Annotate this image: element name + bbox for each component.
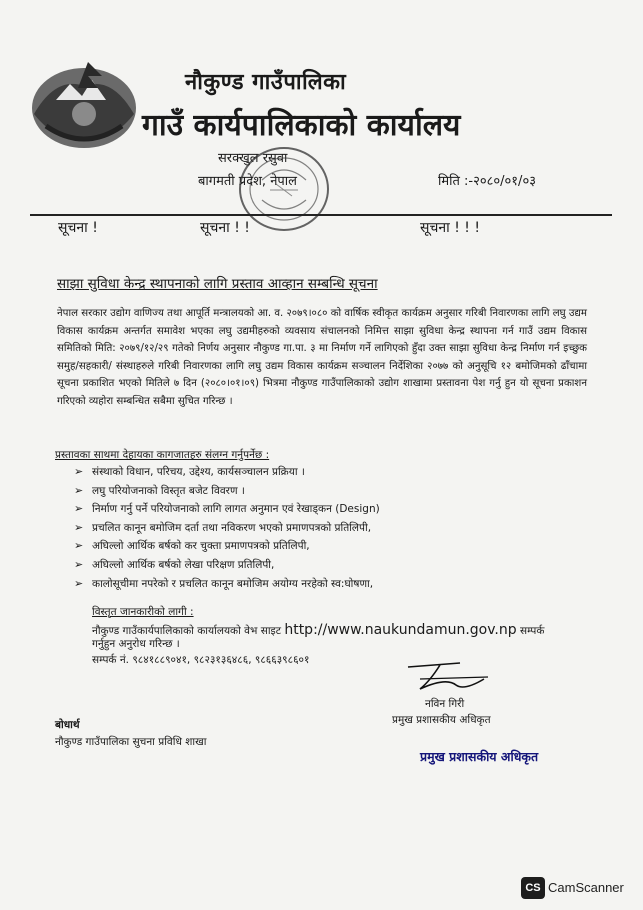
org-name-line2: गाउँ कार्यपालिकाको कार्यालय	[142, 108, 461, 143]
org-name-line1: नौकुण्ड गाउँपालिका	[185, 70, 347, 95]
camscanner-logo: CS	[521, 877, 545, 899]
signatory-title: प्रमुख प्रशासकीय अधिकृत	[392, 714, 491, 726]
arrow-bullet-icon: ➢	[74, 465, 84, 478]
list-item: ➢ कालोसूचीमा नपरेको र प्रचलित कानून बमोजिम अयोग्य नरहेको स्व:घोषणा,	[74, 575, 380, 594]
arrow-bullet-icon: ➢	[74, 520, 84, 534]
list-item: ➢ अघिल्लो आर्थिक बर्षको कर चुक्ता प्रमाणपत्रको प्रतिलिपी,	[74, 537, 380, 556]
letter-date: मिति :-२०८०/०१/०३	[438, 174, 536, 189]
camscanner-watermark: CamScanner	[548, 880, 624, 895]
arrow-bullet-icon: ➢	[74, 557, 84, 571]
arrow-bullet-icon: ➢	[74, 539, 84, 553]
list-item: ➢ निर्माण गर्नु पर्ने परियोजनाको लागि लागत अनुमान एवं रेखाड्कन (Design)	[74, 500, 380, 519]
body-paragraph: नेपाल सरकार उद्योग वाणिज्य तथा आपूर्ति मन्त्रालयको आ. व. २०७९।०८० को वार्षिक स्वीकृत कार्यक्रम अनुसार गरिबी निवारणका लागि लघु उद्यम विकास कार्यक्रम अन्तर्गत समावेश भएका लघु उद्यमीहरुको व्यवसाय संचालनको निमित्त साझा सुविधा केन्द्र स्थापना गर्न गाउँ उद्यम विकास समितिको मिति: २०७९/१२/२९ गतेको निर्णय अनुसार नौकुण्ड गा.पा. ३ मा निर्माण गर्ने लागिएको हुँदा उक्त साझा सुविधा केन्द्र निर्माण गर्न इच्छुक समुह/सहकारी/ संस्थाहरुले गरिबी निवारणका लागि लघु उद्यम विकास कार्यक्रम सञ्चालन निर्देशिका २०७७ को अनुसूचि १२ बमोजिमको ढाँचामा सूचना प्रकाशित भएको मितिले ७ दिन (२०८०।०१।०९) भित्रमा नौकुण्ड गाउँपालिकाको उद्योग शाखामा प्रस्तावना पेश गर्नु हुन यो सूचना प्रकाशन गरिएको व्यहोरा सम्बन्धित सबैमा सुचित गरिन्छ ।	[57, 308, 587, 407]
address-line1: सरक्खुल रसुवा	[218, 151, 288, 166]
list-item: ➢ अघिल्लो आर्थिक बर्षको लेखा परिक्षण प्रतिलिपी,	[74, 556, 380, 575]
nepal-emblem-logo	[26, 56, 142, 156]
handwritten-signature	[400, 655, 496, 695]
documents-title: प्रस्तावका साथमा देहायका कागजातहरु संलग्न गर्नुपर्नेछ :	[55, 449, 270, 461]
notice-label-2: सूचना ! !	[200, 220, 250, 236]
contact-numbers: सम्पर्क नं. ९८४१८८९०४१, ९८२३१३६४८६, ९८६६३९८६०१	[92, 654, 310, 666]
signatory-stamp: प्रमुख प्रशासकीय अधिकृत	[420, 749, 539, 764]
website-link[interactable]: http://www.naukundamun.gov.np	[284, 622, 517, 638]
arrow-bullet-icon: ➢	[74, 483, 84, 497]
subject-line: साझा सुविधा केन्द्र स्थापनाको लागि प्रस्ताव आव्हान सम्बन्धि सूचना	[57, 276, 378, 292]
arrow-bullet-icon: ➢	[74, 502, 84, 516]
sender-label: बोधार्थ	[55, 719, 80, 731]
address-line2: बागमती प्रदेश, नेपाल	[198, 174, 297, 189]
signatory-name: नविन गिरी	[425, 698, 465, 710]
documents-list	[74, 463, 380, 593]
sender-name: नौकुण्ड गाउँपालिका सुचना प्रविधि शाखा	[55, 736, 207, 748]
notice-label-3: सूचना ! ! !	[420, 220, 480, 236]
info-line2: गर्नुहुन अनुरोध गरिन्छ ।	[92, 638, 180, 650]
header-divider	[30, 214, 612, 216]
list-item: ➢ लघु परियोजनाको विस्तृत बजेट विवरण ।	[74, 482, 380, 501]
list-item: ➢ प्रचलित कानून बमोजिम दर्ता तथा नविकरण भएको प्रमाणपत्रको प्रतिलिपी,	[74, 519, 380, 538]
list-item: ➢ संस्थाको विधान, परिचय, उद्देश्य, कार्यसञ्चालन प्रक्रिया ।	[74, 463, 380, 482]
notice-label-1: सूचना !	[58, 220, 98, 236]
info-title: विस्तृत जानकारीको लागी :	[92, 606, 194, 618]
info-line1: नौकुण्ड गाउँकार्यपालिकाको कार्यालयको वेभ साइट http://www.naukundamun.gov.np सम्पर्क	[92, 622, 545, 638]
arrow-bullet-icon: ➢	[74, 576, 84, 590]
